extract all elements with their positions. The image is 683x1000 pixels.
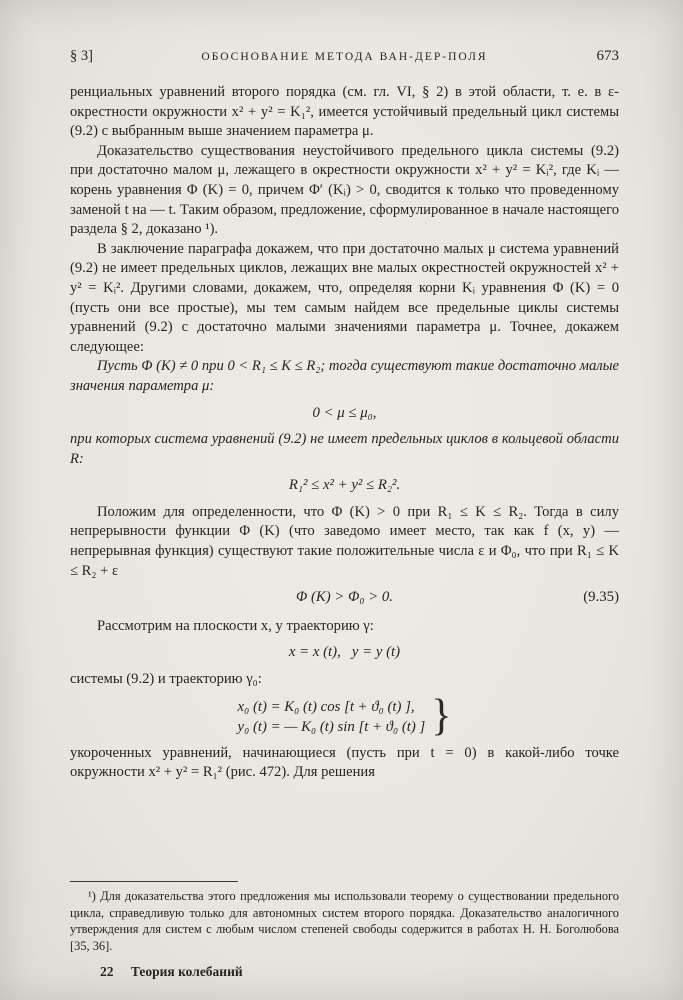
paragraph-theorem-statement: Пусть Φ (K) ≠ 0 при 0 < R₁ ≤ K ≤ R₂; тогда существуют такие достаточно малые значения параметра μ: [70,358,619,394]
page-number: 673 [596,48,619,64]
main-text [0,65,683,783]
equation-trajectory: x = x (t), y = y (t) [288,644,401,661]
section-marker: § 3] [70,48,93,64]
footnote: ¹) Для доказательства этого предложения мы использовали теорему о существовании предельного цикла, справедливую только для автономных систем второго порядка. Доказательство аналогичного утверждения для систем с любым числом степеней свободы содержится в работах Н. Н. Боголюбова [35, 36]. [70,889,619,953]
equation-x0: x₀ (t) = K₀ (t) cos [t + ϑ₀ (t) ], [237,698,415,715]
page-header [0,0,683,65]
system-brace: } [431,691,452,740]
equation-mu-range: 0 < μ ≤ μ₀, [312,404,377,421]
footnote-separator [70,881,238,882]
equation-number: (9.35) [583,589,619,606]
paragraph-theorem-statement-continued: при которых система уравнений (9.2) не имеет предельных циклов в кольцевой области R: [70,431,619,467]
paragraph-trajectory-gamma0: системы (9.2) и траекторию γ₀: [70,671,262,688]
equation-y0: y₀ (t) = — K₀ (t) sin [t + ϑ₀ (t) ] [237,718,426,735]
equation-annulus: R₁² ≤ x² + y² ≤ R₂². [288,477,401,494]
paragraph-continuation: ренциальных уравнений второго порядка (см. гл. VI, § 2) в этой области, т. е. в ε-окрестности окружности x² + y² = K₁², имеется устойчивый предельный цикл системы (9.2) с выбранным выше значением параметра μ. [70,84,619,140]
page-footer [70,964,619,980]
signature-number: 22 [100,964,114,979]
paragraph-proof-unstable-cycle: Доказательство существования неустойчивого предельного цикла системы (9.2) при достаточно малом μ, лежащего в окрестности окружности x² + y² = Kᵢ², где Kᵢ — корень уравнения Φ (K) = 0, причем Φ′ (Kᵢ) > 0, сводится к только что проведенному заменой t на — t. Таким образом, предложение, сформулированное в начале настоящего раздела § 2, доказано ¹). [70,142,619,238]
paragraph-positivity: Положим для определенности, что Φ (K) > 0 при R₁ ≤ K ≤ R₂. Тогда в силу непрерывности функции Φ (K) (что заведомо имеет место, так как f (x, y) — непрерывная функция) существуют такие положительные числа ε и Φ₀, что при R₁ ≤ K ≤ R₂ + ε [70,503,619,579]
book-title: Теория колебаний [130,964,243,979]
equation-system-truncated [70,691,619,740]
equation-phi-bound [70,588,619,608]
paragraph-trajectory-gamma: Рассмотрим на плоскости x, y траекторию γ: [97,617,374,634]
paragraph-truncated-equations: укороченных уравнений, начинающиеся (пусть при t = 0) в какой-либо точке окружности x² + y² = R₁² (рис. 472). Для решения [70,744,619,781]
page-bottom [70,881,619,980]
paragraph-conclusion: В заключение параграфа докажем, что при достаточно малых μ система уравнений (9.2) не имеет предельных циклов, лежащих вне малых окрестностей окружностей x² + y² = Kᵢ². Другими словами, докажем, что, определяя корни Kᵢ уравнения Φ (K) = 0 (пусть они все простые), мы тем самым найдем все предельные циклы системы уравнений (9.2) с достаточно малыми значениями параметра μ. Точнее, докажем следующее: [70,240,619,355]
equation-system-lines [238,697,426,737]
running-title: ОБОСНОВАНИЕ МЕТОДА ВАН-ДЕР-ПОЛЯ [201,51,488,63]
equation-phi-bound-body: Φ (K) > Φ₀ > 0. [296,589,393,606]
